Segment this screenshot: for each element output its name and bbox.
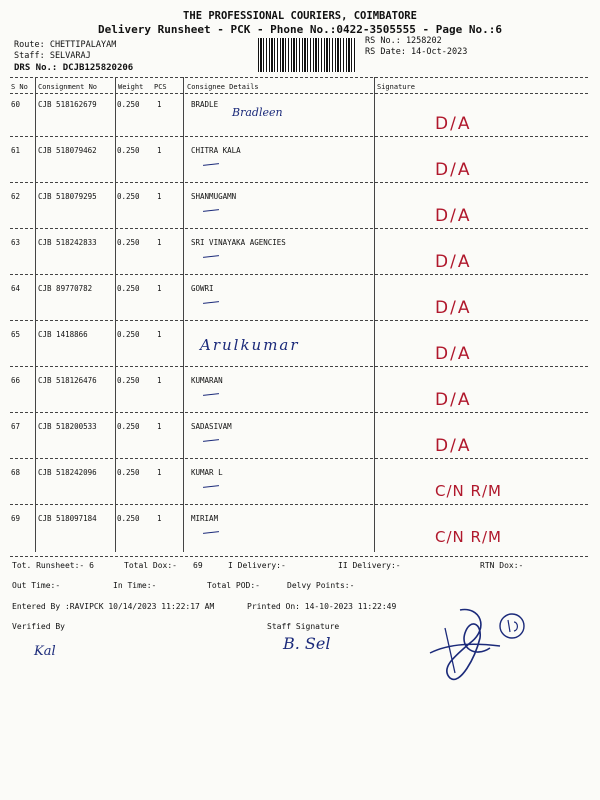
row-pcs: 1 — [157, 514, 162, 523]
staff-signature-label: Staff Signature — [267, 622, 340, 631]
row-pcs: 1 — [157, 192, 162, 201]
row-pcs: 1 — [157, 146, 162, 155]
rs-number: RS No.: 1258202 — [365, 36, 442, 46]
checkmark-icon — [203, 393, 219, 396]
row-separator — [10, 136, 588, 137]
entered-by: Entered By :RAVIPCK 10/14/2023 11:22:17 AM — [12, 602, 215, 611]
col-divider — [115, 77, 116, 552]
row-weight: 0.250 — [117, 422, 140, 431]
row-weight: 0.250 — [117, 514, 140, 523]
row-signature-status: D/A — [435, 298, 472, 318]
row-consignment-no: CJB 518162679 — [38, 100, 97, 109]
row-consignee: GOWRI — [191, 284, 214, 293]
printed-on: Printed On: 14-10-2023 11:22:49 — [247, 602, 397, 611]
row-separator — [10, 458, 588, 459]
row-weight: 0.250 — [117, 238, 140, 247]
scribbled-signature-icon — [420, 598, 540, 688]
row-weight: 0.250 — [117, 192, 140, 201]
col-header-signature: Signature — [377, 83, 415, 91]
ii-delivery: II Delivery:- — [338, 561, 401, 570]
total-dox-value: 69 — [193, 561, 203, 570]
table-top-rule — [10, 77, 588, 78]
verified-by: Verified By — [12, 622, 65, 631]
row-pcs: 1 — [157, 422, 162, 431]
row-pcs: 1 — [157, 376, 162, 385]
row-consignee: BRADLE — [191, 100, 219, 109]
row-sno: 67 — [11, 422, 21, 431]
row-consignment-no: CJB 518126476 — [38, 376, 97, 385]
row-separator — [10, 412, 588, 413]
row-signature-status: D/A — [435, 344, 472, 364]
checkmark-icon — [203, 255, 219, 258]
row-weight: 0.250 — [117, 146, 140, 155]
row-pcs: 1 — [157, 330, 162, 339]
row-separator — [10, 228, 588, 229]
row-consignment-no: CJB 518242833 — [38, 238, 97, 247]
row-consignee: MIRIAM — [191, 514, 219, 523]
row-sno: 64 — [11, 284, 21, 293]
row-pcs: 1 — [157, 468, 162, 477]
row-consignment-no: CJB 89770782 — [38, 284, 93, 293]
col-divider — [374, 77, 375, 552]
tot-runsheet: Tot. Runsheet:- 6 — [12, 561, 94, 570]
rs-date: RS Date: 14-Oct-2023 — [365, 47, 468, 57]
row-weight: 0.250 — [117, 468, 140, 477]
row-handwritten-name: Arulkumar — [200, 336, 300, 354]
header-bottom-rule — [10, 93, 588, 94]
row-weight: 0.250 — [117, 376, 140, 385]
row-weight: 0.250 — [117, 284, 140, 293]
row-pcs: 1 — [157, 100, 162, 109]
col-header-consignment: Consignment No — [38, 83, 98, 91]
in-time: In Time:- — [113, 581, 157, 590]
total-pod: Total POD:- — [207, 581, 260, 590]
total-dox-label: Total Dox:- — [124, 561, 177, 570]
row-separator — [10, 274, 588, 275]
verified-initials: Kal — [34, 644, 56, 659]
row-consignment-no: CJB 518079295 — [38, 192, 97, 201]
row-sno: 62 — [11, 192, 21, 201]
out-time: Out Time:- — [12, 581, 61, 590]
delvy-points: Delvy Points:- — [287, 581, 355, 590]
runsheet-subtitle: Delivery Runsheet - PCK - Phone No.:0422-3505555 - Page No.:6 — [98, 23, 502, 36]
row-consignee: KUMAR L — [191, 468, 223, 477]
row-separator — [10, 504, 588, 505]
col-header-pcs: PCS — [154, 83, 167, 91]
route-label: Route: CHETTIPALAYAM — [14, 40, 117, 50]
row-consignment-no: CJB 518097184 — [38, 514, 97, 523]
row-consignee: SHANMUGAMN — [191, 192, 237, 201]
row-signature-status: C/N R/M — [435, 528, 502, 546]
company-title: THE PROFESSIONAL COURIERS, COIMBATORE — [183, 10, 417, 22]
drs-number: DRS No.: DCJB125820206 — [14, 63, 134, 73]
row-handwritten-name: Bradleen — [232, 106, 283, 119]
checkmark-icon — [203, 209, 219, 212]
col-divider — [183, 77, 184, 552]
i-delivery: I Delivery:- — [228, 561, 286, 570]
row-consignee: SADASIVAM — [191, 422, 232, 431]
row-consignment-no: CJB 518079462 — [38, 146, 97, 155]
row-consignee: SRI VINAYAKA AGENCIES — [191, 238, 286, 247]
row-sno: 66 — [11, 376, 21, 385]
row-signature-status: D/A — [435, 160, 472, 180]
rtn-dox: RTN Dox:- — [480, 561, 524, 570]
staff-handwritten-signature: B. Sel — [283, 634, 331, 653]
row-pcs: 1 — [157, 284, 162, 293]
col-header-weight: Weight — [118, 83, 144, 91]
row-consignment-no: CJB 518200533 — [38, 422, 97, 431]
col-divider — [35, 77, 36, 552]
row-separator — [10, 320, 588, 321]
row-signature-status: D/A — [435, 206, 472, 226]
checkmark-icon — [203, 301, 219, 304]
row-sno: 60 — [11, 100, 21, 109]
row-consignment-no: CJB 518242096 — [38, 468, 97, 477]
checkmark-icon — [203, 485, 219, 488]
row-separator — [10, 182, 588, 183]
row-sno: 65 — [11, 330, 21, 339]
checkmark-icon — [203, 531, 219, 534]
row-consignee: KUMARAN — [191, 376, 223, 385]
row-sno: 69 — [11, 514, 21, 523]
staff-label: Staff: SELVARAJ — [14, 51, 91, 61]
row-sno: 68 — [11, 468, 21, 477]
row-signature-status: D/A — [435, 114, 472, 134]
row-weight: 0.250 — [117, 330, 140, 339]
row-signature-status: D/A — [435, 436, 472, 456]
row-signature-status: D/A — [435, 390, 472, 410]
row-signature-status: D/A — [435, 252, 472, 272]
col-header-consignee: Consignee Details — [187, 83, 259, 91]
row-pcs: 1 — [157, 238, 162, 247]
row-sno: 61 — [11, 146, 21, 155]
barcode-image — [258, 38, 356, 72]
footer-rule — [10, 556, 588, 557]
row-separator — [10, 366, 588, 367]
checkmark-icon — [203, 439, 219, 442]
row-weight: 0.250 — [117, 100, 140, 109]
row-sno: 63 — [11, 238, 21, 247]
row-consignment-no: CJB 1418866 — [38, 330, 88, 339]
row-consignee: CHITRA KALA — [191, 146, 241, 155]
col-header-sno: S No — [11, 83, 28, 91]
row-signature-status: C/N R/M — [435, 482, 502, 500]
checkmark-icon — [203, 163, 219, 166]
